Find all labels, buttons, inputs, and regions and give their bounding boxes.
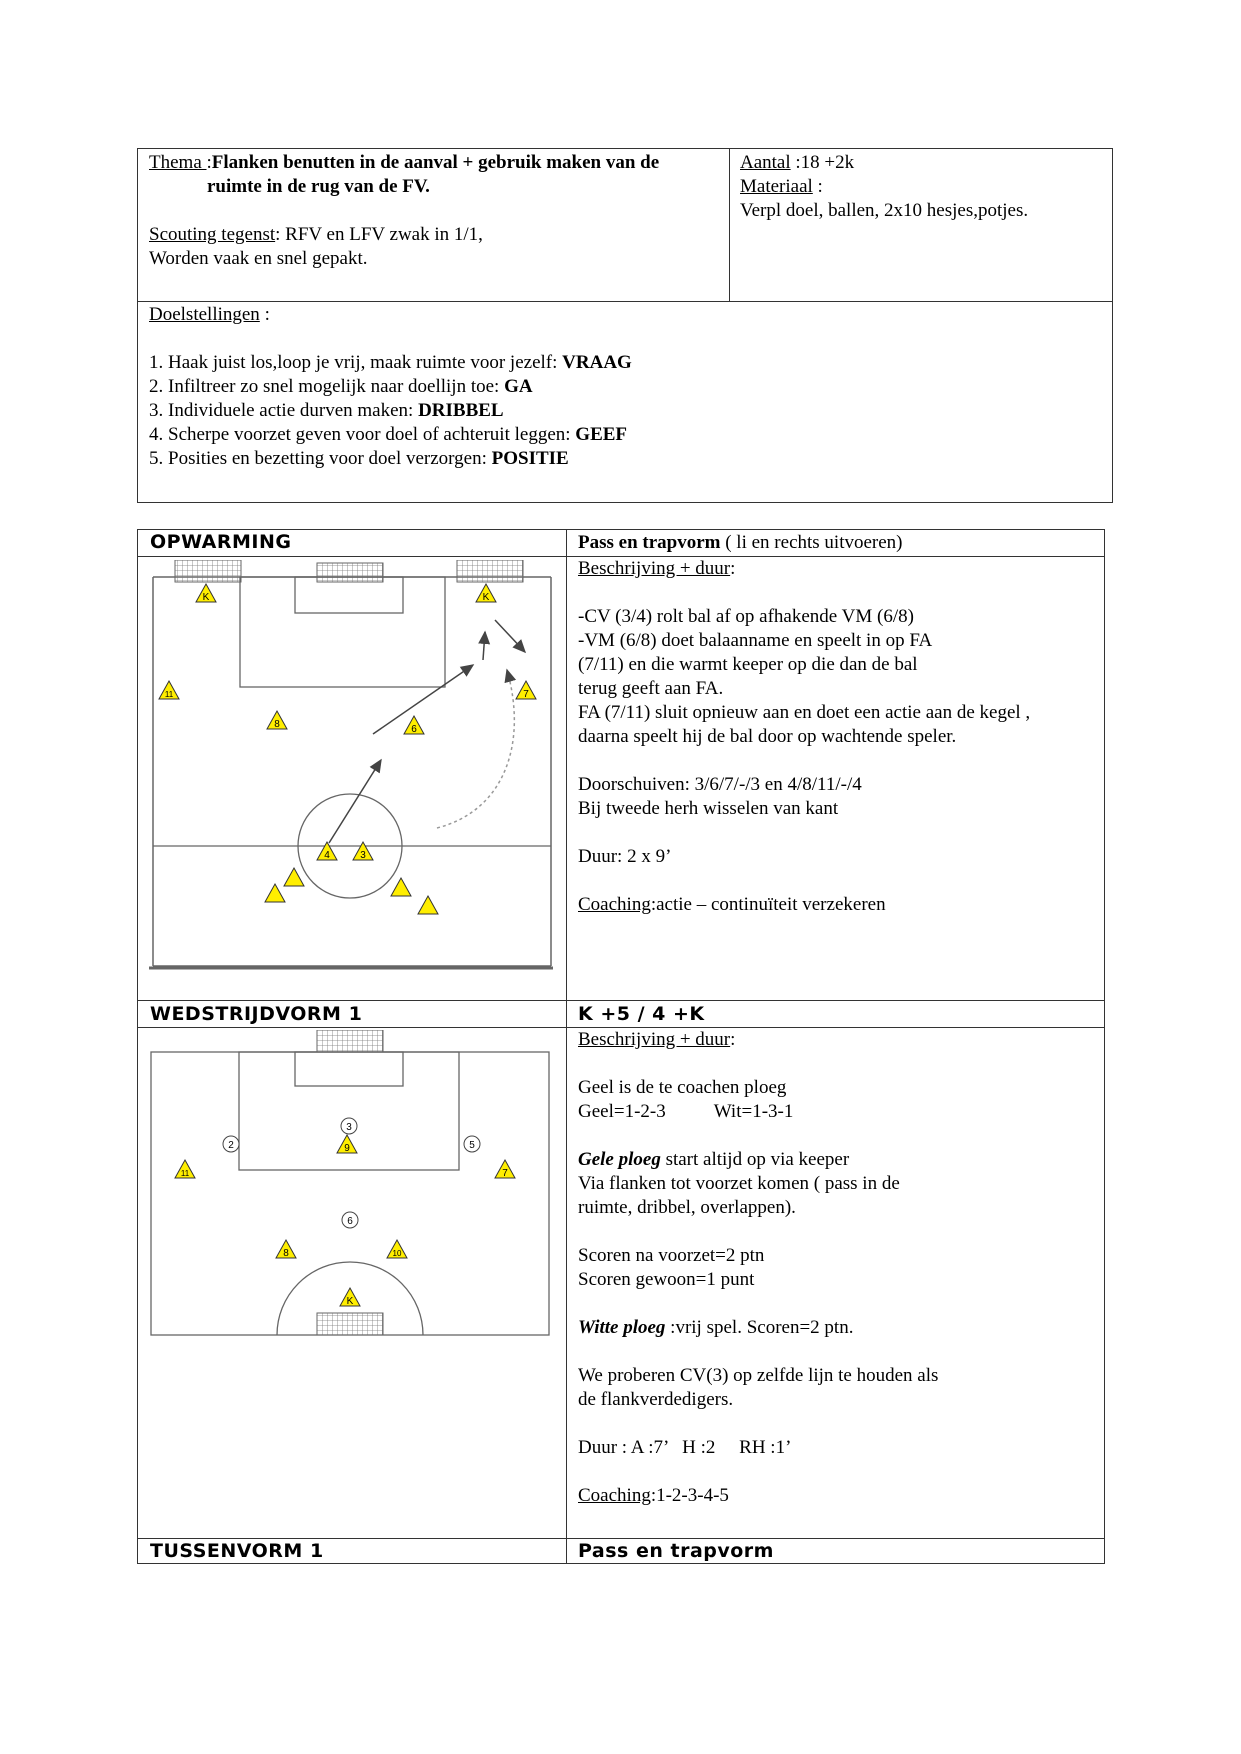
goal-net <box>317 563 383 582</box>
coaching-label: Coaching <box>578 1485 651 1506</box>
scouting-label: Scouting tegenst <box>149 224 276 245</box>
player-marker <box>317 842 337 861</box>
svg-text:3: 3 <box>346 1122 352 1133</box>
divider <box>137 301 1113 302</box>
svg-text:K: K <box>202 592 210 603</box>
opwarming-subtitle: Pass en trapvorm ( li en rechts uitvoeren) <box>578 532 903 553</box>
doel-item: 5. Posities en bezetting voor doel verzorgen: POSITIE <box>149 448 569 469</box>
svg-text:5: 5 <box>469 1140 475 1151</box>
coaching-label: Coaching <box>578 894 651 915</box>
svg-text:7: 7 <box>502 1168 508 1179</box>
svg-text:9: 9 <box>344 1143 350 1154</box>
player-marker <box>337 1135 357 1154</box>
materiaal-label: Materiaal <box>740 176 813 197</box>
player-marker <box>391 878 411 896</box>
svg-text:6: 6 <box>347 1216 353 1227</box>
white-player-marker <box>464 1136 480 1152</box>
player-marker <box>418 896 438 914</box>
svg-text:8: 8 <box>283 1248 289 1259</box>
svg-text:7: 7 <box>523 689 529 700</box>
player-marker <box>353 842 373 861</box>
player-marker <box>159 681 179 699</box>
opwarming-title: OPWARMING <box>150 531 292 553</box>
wedstrijdvorm-title: WEDSTRIJDVORM 1 <box>150 1003 363 1025</box>
wedstrijdvorm-description: Beschrijving + duur: Geel is de te coachen ploeg Geel=1-2-3 Wit=1-3-1 Gele ploeg start altijd op via keeper Via flanken tot voorzet komen ( pass in de ruimte, dribbel, overlappen). Scoren na voorzet=2 ptn Scoren gewoon=1 punt Witte ploeg :vrij spel. Scoren=2 ptn. We proberen CV(3) op zelfde lijn te houden als de flankverdedigers. Duur : A :7’ H :2 RH :1’ Coaching:1-2-3-4-5 <box>578 1028 1098 1508</box>
thema-cell: Thema :Flanken benutten in de aanval + gebruik maken van de ruimte in de rug van de FV. Scouting tegenst: RFV en LFV zwak in 1/1, Worden vaak en snel gepakt. <box>149 151 724 271</box>
aantal-cell: Aantal :18 +2k Materiaal : Verpl doel, ballen, 2x10 hesjes,potjes. <box>740 151 1110 223</box>
player-marker <box>516 681 536 700</box>
wedstrijdvorm-subtitle: K +5 / 4 +K <box>578 1003 705 1025</box>
white-player-marker <box>223 1136 239 1152</box>
player-marker <box>404 716 424 735</box>
doel-item: 3. Individuele actie durven maken: DRIBBEL <box>149 400 504 421</box>
player-marker <box>175 1160 195 1178</box>
doel-item: 4. Scherpe voorzet geven voor doel of achteruit leggen: GEEF <box>149 424 628 445</box>
goal-net <box>317 1313 383 1335</box>
svg-text:11: 11 <box>164 690 174 699</box>
player-marker <box>284 868 304 886</box>
thema-title: Flanken benutten in de aanval + gebruik maken van de <box>211 152 660 173</box>
player-marker <box>387 1240 407 1258</box>
tussenvorm-title: TUSSENVORM 1 <box>150 1540 324 1562</box>
scouting-text: Worden vaak en snel gepakt. <box>149 248 368 269</box>
svg-text:11: 11 <box>180 1169 190 1178</box>
svg-text:K: K <box>346 1296 354 1307</box>
player-marker <box>340 1288 360 1307</box>
divider <box>729 148 730 301</box>
opwarming-diagram <box>147 560 557 980</box>
beschrijving-label: Beschrijving + duur <box>578 558 731 579</box>
svg-text:2: 2 <box>228 1140 234 1151</box>
thema-title-2: ruimte in de rug van de FV. <box>207 176 430 197</box>
player-marker <box>495 1160 515 1179</box>
tussenvorm-subtitle: Pass en trapvorm <box>578 1540 774 1562</box>
svg-text:3: 3 <box>360 850 366 861</box>
player-marker <box>276 1240 296 1259</box>
opwarming-description: Beschrijving + duur: -CV (3/4) rolt bal af op afhakende VM (6/8) -VM (6/8) doet balaanname en speelt in op FA (7/11) en die warmt keeper op die dan de bal terug geeft aan FA. FA (7/11) sluit opnieuw aan en doet een actie aan de kegel , daarna speelt hij de bal door op wachtende speler. Doorschuiven: 3/6/7/-/3 en 4/8/11/-/4 Bij tweede herh wisselen van kant Duur: 2 x 9’ Coaching:actie – continuïteit verzekeren <box>578 557 1098 917</box>
wedstrijdvorm-diagram <box>147 1030 557 1340</box>
player-marker <box>196 584 216 603</box>
white-player-marker <box>341 1118 357 1134</box>
svg-text:4: 4 <box>324 850 330 861</box>
doelstellingen-cell: Doelstellingen : 1. Haak juist los,loop je vrij, maak ruimte voor jezelf: VRAAG 2. Infiltreer zo snel mogelijk naar doellijn toe: GA 3. Individuele actie durven maken: DRIBBEL 4. Scherpe voorzet geven voor doel of achteruit leggen: GEEF 5. Posities en bezetting voor doel verzorgen: POSITIE <box>149 303 1099 471</box>
aantal-value: :18 +2k <box>790 152 855 173</box>
player-marker <box>476 584 496 603</box>
aantal-label: Aantal <box>740 152 791 173</box>
beschrijving-label: Beschrijving + duur <box>578 1029 731 1050</box>
svg-text:10: 10 <box>392 1249 402 1258</box>
white-player-marker <box>342 1212 358 1228</box>
doel-item: 2. Infiltreer zo snel mogelijk naar doellijn toe: GA <box>149 376 533 397</box>
goal-net <box>457 560 523 582</box>
player-marker <box>267 711 287 730</box>
player-marker <box>265 884 285 902</box>
svg-text:8: 8 <box>274 719 280 730</box>
duur-text: Duur : A :7’ H :2 RH :1’ <box>578 1437 792 1458</box>
doel-item: 1. Haak juist los,loop je vrij, maak ruimte voor jezelf: VRAAG <box>149 352 632 373</box>
svg-text:6: 6 <box>411 724 417 735</box>
goal-net <box>317 1030 383 1052</box>
materiaal-value: Verpl doel, ballen, 2x10 hesjes,potjes. <box>740 200 1029 221</box>
goal-net <box>175 560 241 582</box>
doelstellingen-label: Doelstellingen <box>149 304 260 325</box>
thema-label: Thema <box>149 152 207 173</box>
svg-text:K: K <box>482 592 490 603</box>
duur-text: Duur: 2 x 9’ <box>578 846 672 867</box>
